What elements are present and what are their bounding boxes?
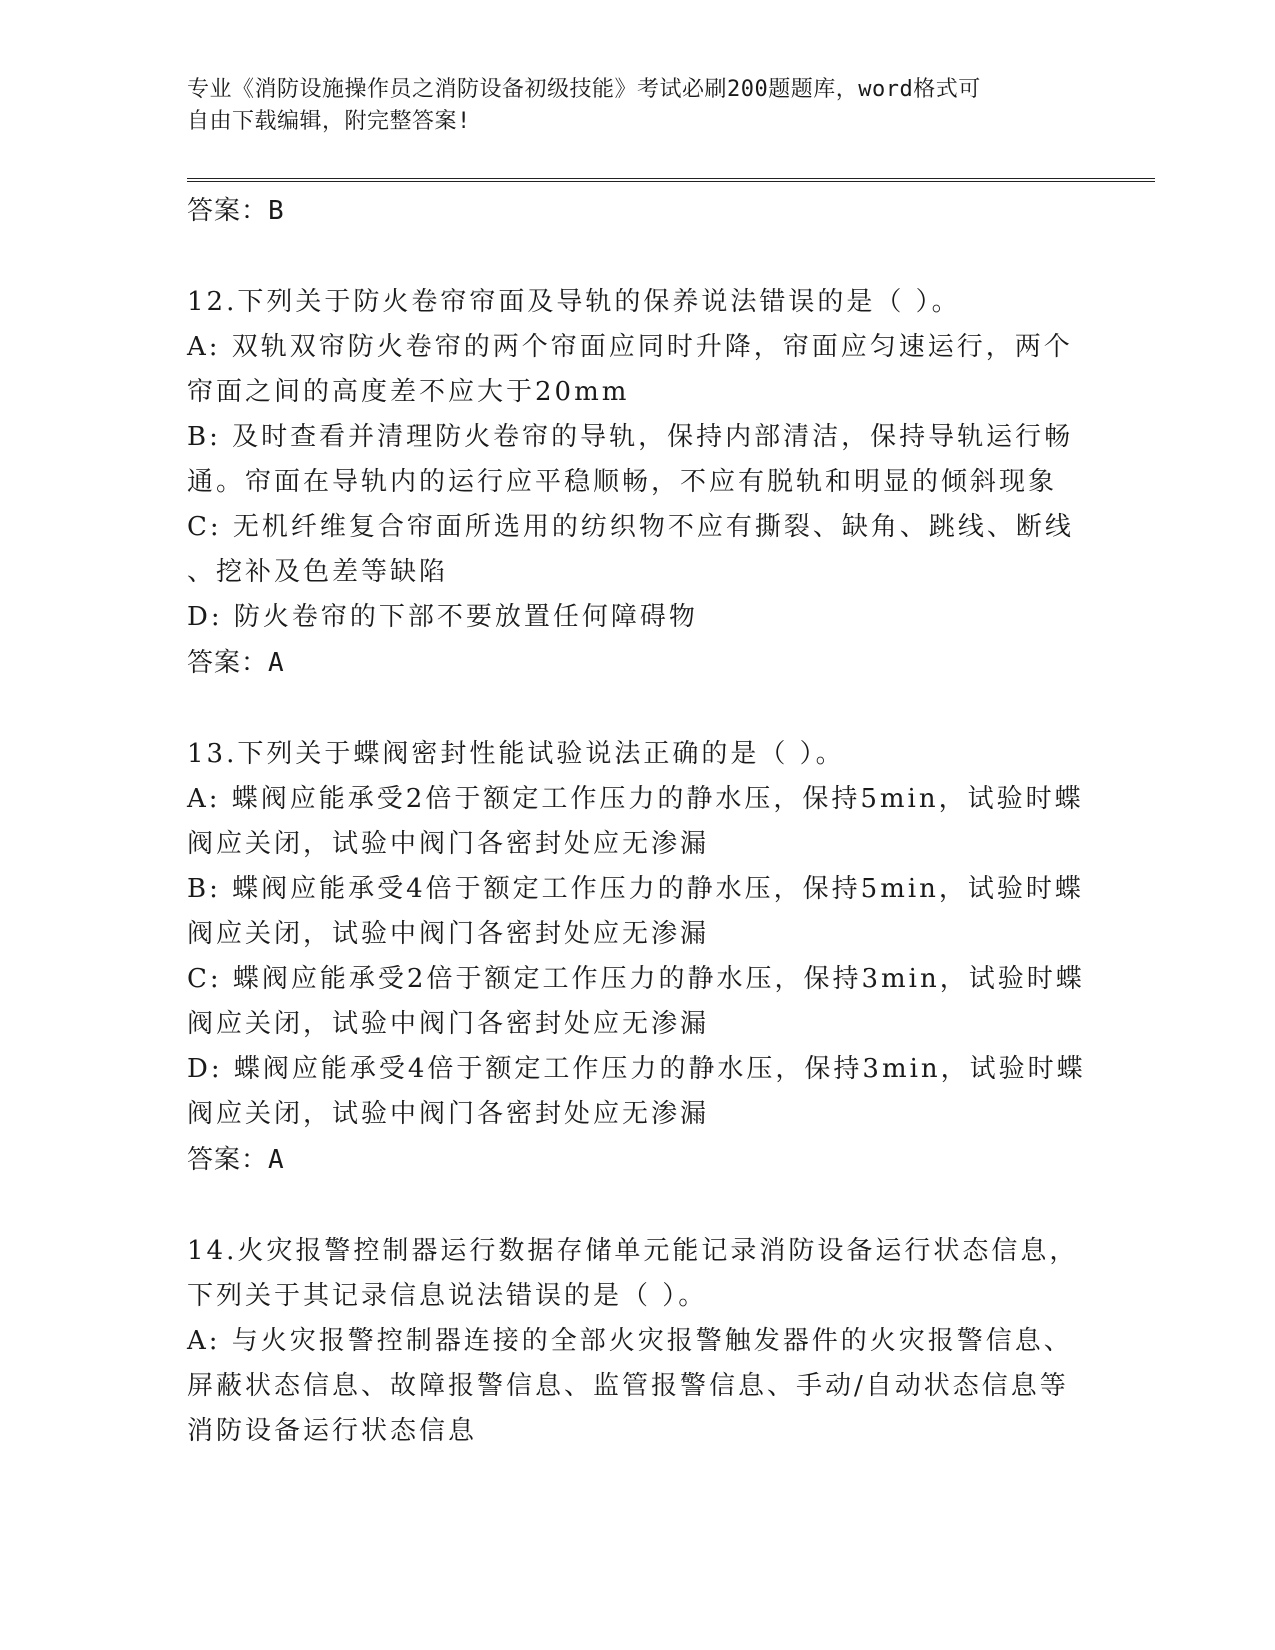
answer-line: 答案：A bbox=[187, 1145, 285, 1175]
option-line: 阀应关闭，试验中阀门各密封处应无渗漏 bbox=[187, 919, 710, 949]
option-a bbox=[187, 1319, 1087, 1454]
header-line-1: 专业《消防设施操作员之消防设备初级技能》考试必刷200题题库，word格式可 bbox=[187, 77, 981, 102]
spacer bbox=[187, 1183, 1087, 1229]
answer-line: 答案：B bbox=[187, 196, 285, 226]
header-divider bbox=[187, 178, 1155, 182]
option-line: 帘面之间的高度差不应大于20mm bbox=[187, 377, 630, 407]
option-line: 通。帘面在导轨内的运行应平稳顺畅，不应有脱轨和明显的倾斜现象 bbox=[187, 467, 1058, 497]
question-stem: 13.下列关于蝶阀密封性能试验说法正确的是（ ）。 bbox=[187, 739, 845, 769]
option-line: 屏蔽状态信息、故障报警信息、监管报警信息、手动/自动状态信息等 bbox=[187, 1371, 1069, 1401]
option-line: C: 蝶阀应能承受2倍于额定工作压力的静水压，保持3min，试验时蝶 bbox=[187, 964, 1085, 994]
question-block bbox=[187, 280, 1087, 686]
option-line: 阀应关闭，试验中阀门各密封处应无渗漏 bbox=[187, 1099, 710, 1129]
option-line: A: 蝶阀应能承受2倍于额定工作压力的静水压，保持5min，试验时蝶 bbox=[187, 784, 1084, 814]
option-line: 、挖补及色差等缺陷 bbox=[187, 557, 449, 587]
spacer bbox=[187, 686, 1087, 732]
option-a bbox=[187, 777, 1087, 867]
option-line: C: 无机纤维复合帘面所选用的纺织物不应有撕裂、缺角、跳线、断线 bbox=[187, 512, 1074, 542]
option-line: D: 防火卷帘的下部不要放置任何障碍物 bbox=[187, 602, 698, 632]
option-line: A: 双轨双帘防火卷帘的两个帘面应同时升降，帘面应匀速运行，两个 bbox=[187, 332, 1073, 362]
option-line: 消防设备运行状态信息 bbox=[187, 1416, 478, 1446]
option-b bbox=[187, 415, 1087, 505]
page-header bbox=[187, 74, 1067, 138]
option-line: 阀应关闭，试验中阀门各密封处应无渗漏 bbox=[187, 829, 710, 859]
option-c bbox=[187, 505, 1087, 595]
answer-line: 答案：A bbox=[187, 648, 285, 678]
question-stem: 下列关于其记录信息说法错误的是（ ）。 bbox=[187, 1281, 708, 1311]
document-body bbox=[187, 188, 1087, 1454]
option-c bbox=[187, 957, 1087, 1047]
option-b bbox=[187, 867, 1087, 957]
question-block bbox=[187, 732, 1087, 1183]
option-d bbox=[187, 1047, 1087, 1137]
option-line: 阀应关闭，试验中阀门各密封处应无渗漏 bbox=[187, 1009, 710, 1039]
option-line: A: 与火灾报警控制器连接的全部火灾报警触发器件的火灾报警信息、 bbox=[187, 1326, 1073, 1356]
option-line: D: 蝶阀应能承受4倍于额定工作压力的静水压，保持3min，试验时蝶 bbox=[187, 1054, 1086, 1084]
spacer bbox=[187, 234, 1087, 280]
question-stem: 14.火灾报警控制器运行数据存储单元能记录消防设备运行状态信息， bbox=[187, 1236, 1079, 1266]
option-a bbox=[187, 325, 1087, 415]
question-block bbox=[187, 1229, 1087, 1454]
option-line: B: 及时查看并清理防火卷帘的导轨，保持内部清洁，保持导轨运行畅 bbox=[187, 422, 1074, 452]
header-line-2: 自由下载编辑，附完整答案! bbox=[187, 109, 471, 134]
option-line: B: 蝶阀应能承受4倍于额定工作压力的静水压，保持5min，试验时蝶 bbox=[187, 874, 1084, 904]
question-stem: 12.下列关于防火卷帘帘面及导轨的保养说法错误的是（ ）。 bbox=[187, 287, 961, 317]
option-d bbox=[187, 595, 1087, 640]
